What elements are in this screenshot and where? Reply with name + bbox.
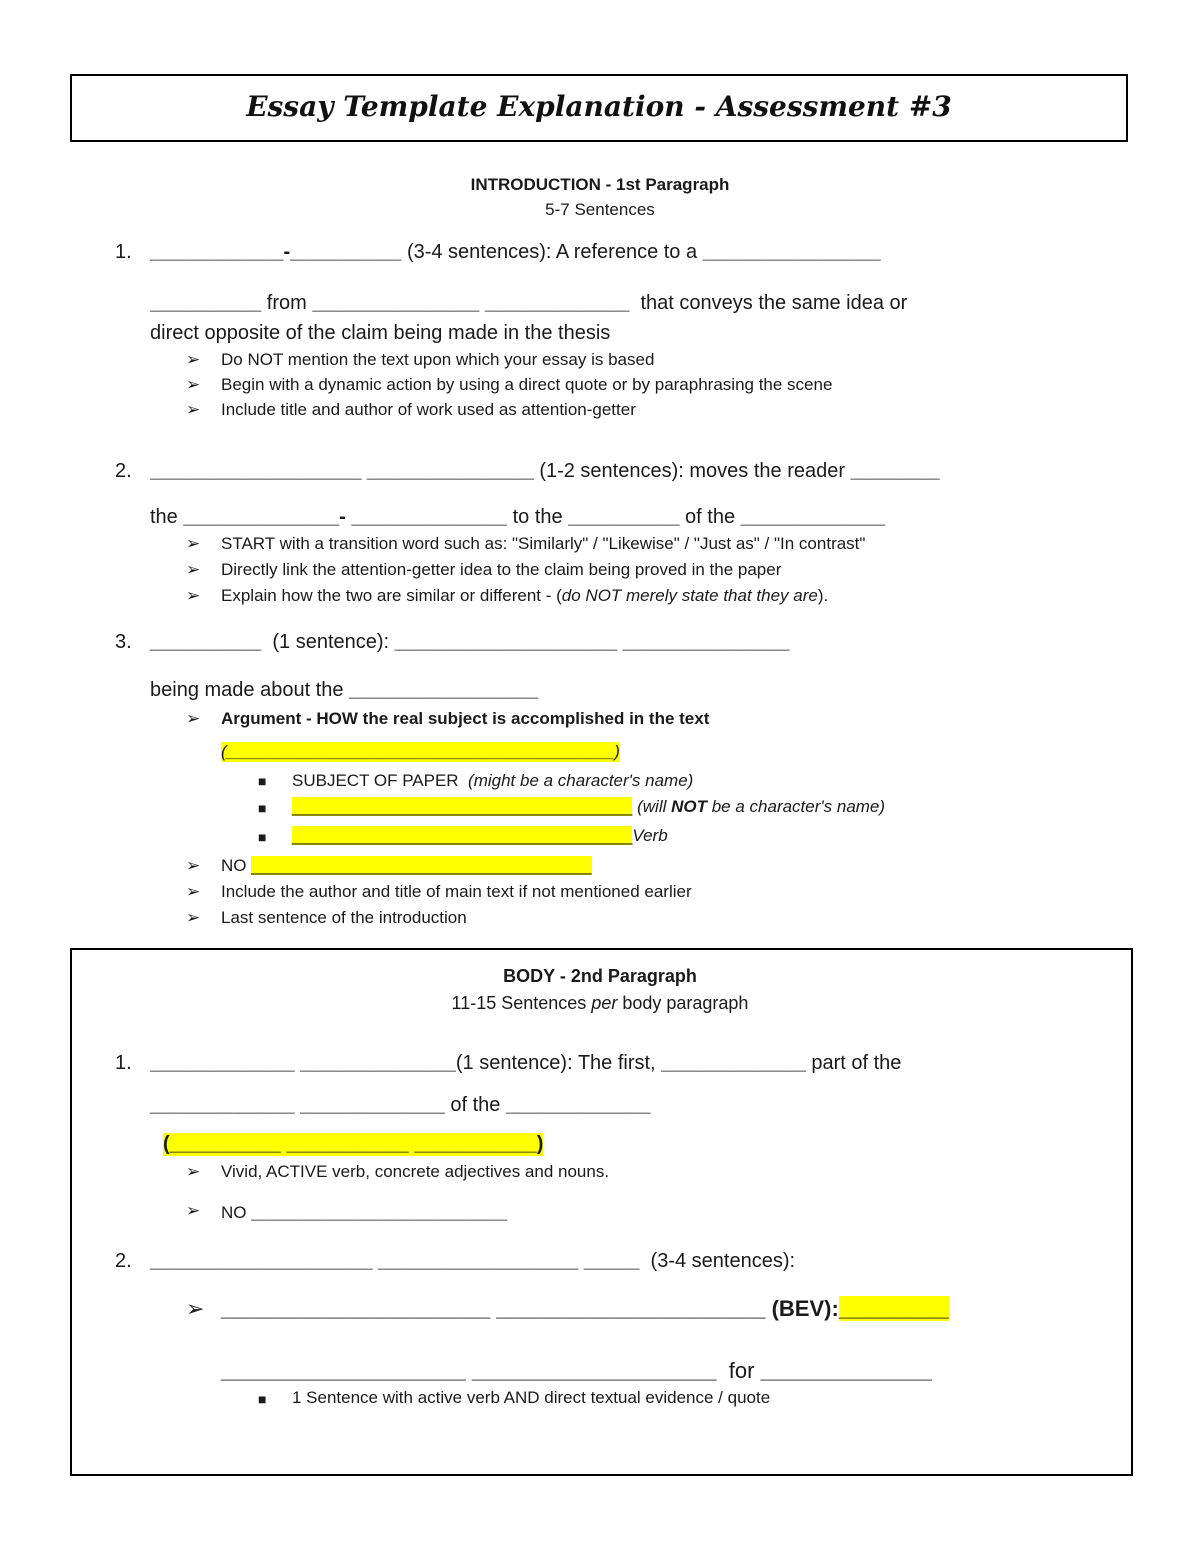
body-item2-bev-line: [221, 1296, 949, 1322]
text: (1 sentence): The first,: [455, 1052, 656, 1074]
arrow-bullet-icon: ➢: [186, 350, 201, 369]
blank: ______________________ ______________________: [221, 1296, 766, 1321]
body-item1-bullet: Vivid, ACTIVE verb, concrete adjectives and nouns.: [221, 1162, 610, 1181]
intro-item1-number: 1.: [115, 241, 132, 263]
blank: _____________: [740, 506, 886, 528]
blank: __________: [568, 506, 680, 528]
blank: ____________________________________: [251, 856, 592, 875]
blank: ________________: [702, 241, 881, 263]
arrow-bullet-icon: ➢: [186, 856, 201, 875]
blank: _____________ _____________: [150, 1094, 445, 1116]
square-bullet-icon: ■: [258, 1391, 267, 1407]
square-bullet-icon: ■: [258, 829, 267, 845]
body-heading: BODY - 2nd Paragraph: [503, 966, 697, 986]
blank: ____________________________________: [292, 826, 633, 845]
blank: ____________________ ____________________: [221, 1358, 717, 1383]
text: per: [591, 993, 618, 1013]
blank: _______________________: [251, 1201, 508, 1223]
intro-item2-bullet: [221, 586, 828, 606]
square-bullet-icon: ■: [258, 800, 267, 816]
intro-item3-number: 3.: [115, 631, 132, 653]
body-item1-paren-blank: (__________ ___________ ___________): [163, 1133, 544, 1155]
arrow-bullet-icon: ➢: [186, 1201, 201, 1220]
arrow-bullet-icon: ➢: [186, 908, 201, 927]
blank: ___________________ _______________: [150, 460, 534, 482]
intro-heading: INTRODUCTION - 1st Paragraph: [470, 175, 730, 194]
arrow-bullet-icon: ➢: [186, 375, 201, 394]
intro-item1-bullet: Include title and author of work used as attention-getter: [221, 400, 636, 419]
intro-item3-bullet: Last sentence of the introduction: [221, 908, 467, 927]
subject-of-paper: [292, 771, 693, 791]
title-box: [70, 74, 1128, 142]
blank: ______________-: [183, 506, 346, 528]
intro-item2-number: 2.: [115, 460, 132, 482]
text: (3-4 sentences):: [650, 1250, 796, 1272]
intro-item3-line2: [150, 679, 538, 702]
text: that conveys the same idea or: [640, 292, 908, 314]
text: 11-15 Sentences: [451, 993, 592, 1013]
blank: ______________: [351, 506, 508, 528]
arrow-bullet-icon: ➢: [186, 709, 201, 728]
blank: _____________ ______________: [150, 1052, 456, 1074]
document-title: Essay Template Explanation - Assessment #3: [246, 90, 952, 123]
sub-bullet-blank1: [292, 797, 885, 817]
blank: ____________________________________: [292, 797, 633, 816]
body-subheading: [0, 993, 1200, 1014]
text: (1 sentence):: [272, 631, 390, 653]
text: (3-4 sentences): A reference to a: [406, 241, 698, 263]
text: body paragraph: [617, 993, 749, 1013]
blank: ____________________ _______________: [394, 631, 790, 653]
intro-item3-line1: [150, 631, 790, 654]
blank: _______________ _____________: [312, 292, 630, 314]
text: (will: [637, 797, 672, 816]
arrow-bullet-icon: ➢: [186, 534, 201, 553]
sub-bullet-blank2: [292, 826, 668, 846]
intro-item2-bullet: Directly link the attention-getter idea to the claim being proved in the paper: [221, 560, 782, 579]
text: of the: [450, 1094, 501, 1116]
body-item1-number: 1.: [115, 1052, 132, 1074]
arrow-bullet-icon: ➢: [186, 882, 201, 901]
blank: ____________-__________: [150, 241, 402, 263]
intro-item2-line2: [150, 506, 885, 529]
argument-blank: (_________________________________________): [221, 742, 620, 761]
text: part of the: [811, 1052, 902, 1074]
intro-item2-bullet: START with a transition word such as: "Similarly" / "Likewise" / "Just as" / "In contrast": [221, 534, 866, 553]
arrow-bullet-icon: ➢: [186, 1162, 201, 1181]
intro-item1-line1: [150, 241, 881, 264]
body-item2-line3: [221, 1358, 932, 1384]
text: of the: [685, 506, 736, 528]
blank: _________________: [349, 679, 539, 701]
text: (1-2 sentences): moves the reader: [539, 460, 846, 482]
blank: ________: [850, 460, 940, 482]
blank: _____________: [661, 1052, 806, 1074]
text: ).: [817, 586, 829, 605]
bev-label: (BEV):: [771, 1296, 839, 1321]
text: being made about the: [150, 679, 344, 701]
body-item1-line2: [150, 1094, 651, 1117]
argument-bullet: Argument - HOW the real subject is accomplished in the text: [221, 709, 710, 728]
body-item2-sub-bullet: 1 Sentence with active verb AND direct textual evidence / quote: [292, 1388, 771, 1407]
text: for: [728, 1358, 755, 1383]
text: NOT: [671, 797, 707, 816]
intro-subheading: 5-7 Sentences: [545, 200, 655, 219]
text: do NOT merely state that they are: [561, 586, 818, 605]
arrow-bullet-icon: ➢: [186, 560, 201, 579]
arrow-bullet-icon: ➢: [186, 586, 201, 605]
text: be a character's name): [707, 797, 886, 816]
intro-item2-line1: [150, 460, 940, 483]
body-item2-number: 2.: [115, 1250, 132, 1272]
text: NO: [221, 1203, 247, 1222]
intro-item3-bullet: Include the author and title of main text if not mentioned earlier: [221, 882, 692, 901]
text: (might be a character's name): [468, 771, 694, 790]
body-no-bullet: [221, 1201, 507, 1224]
blank: ______________: [760, 1358, 932, 1383]
intro-item1-line2: [150, 292, 907, 315]
blank: __________: [150, 292, 262, 314]
text: Explain how the two are similar or different - (: [221, 586, 562, 605]
text: to the: [512, 506, 563, 528]
body-item2-line1: [150, 1250, 795, 1273]
blank: __________: [150, 631, 262, 653]
text: SUBJECT OF PAPER: [292, 771, 459, 790]
intro-item1-bullet: Do NOT mention the text upon which your essay is based: [221, 350, 655, 369]
arrow-bullet-icon: ➢: [186, 1296, 205, 1321]
blank: _____________: [505, 1094, 651, 1116]
text: from: [266, 292, 307, 314]
text: Verb: [632, 826, 668, 845]
arrow-bullet-icon: ➢: [186, 400, 201, 419]
intro-item1-bullet: Begin with a dynamic action by using a direct quote or by paraphrasing the scene: [221, 375, 833, 394]
text: NO: [221, 856, 247, 875]
intro-item1-line3: direct opposite of the claim being made in the thesis: [150, 322, 611, 344]
blank: ____________________ __________________ _____: [150, 1250, 640, 1272]
square-bullet-icon: ■: [258, 773, 267, 789]
no-bullet: [221, 856, 592, 876]
blank: _________: [838, 1296, 949, 1321]
body-item1-line1: [150, 1052, 901, 1075]
text: the: [150, 506, 178, 528]
